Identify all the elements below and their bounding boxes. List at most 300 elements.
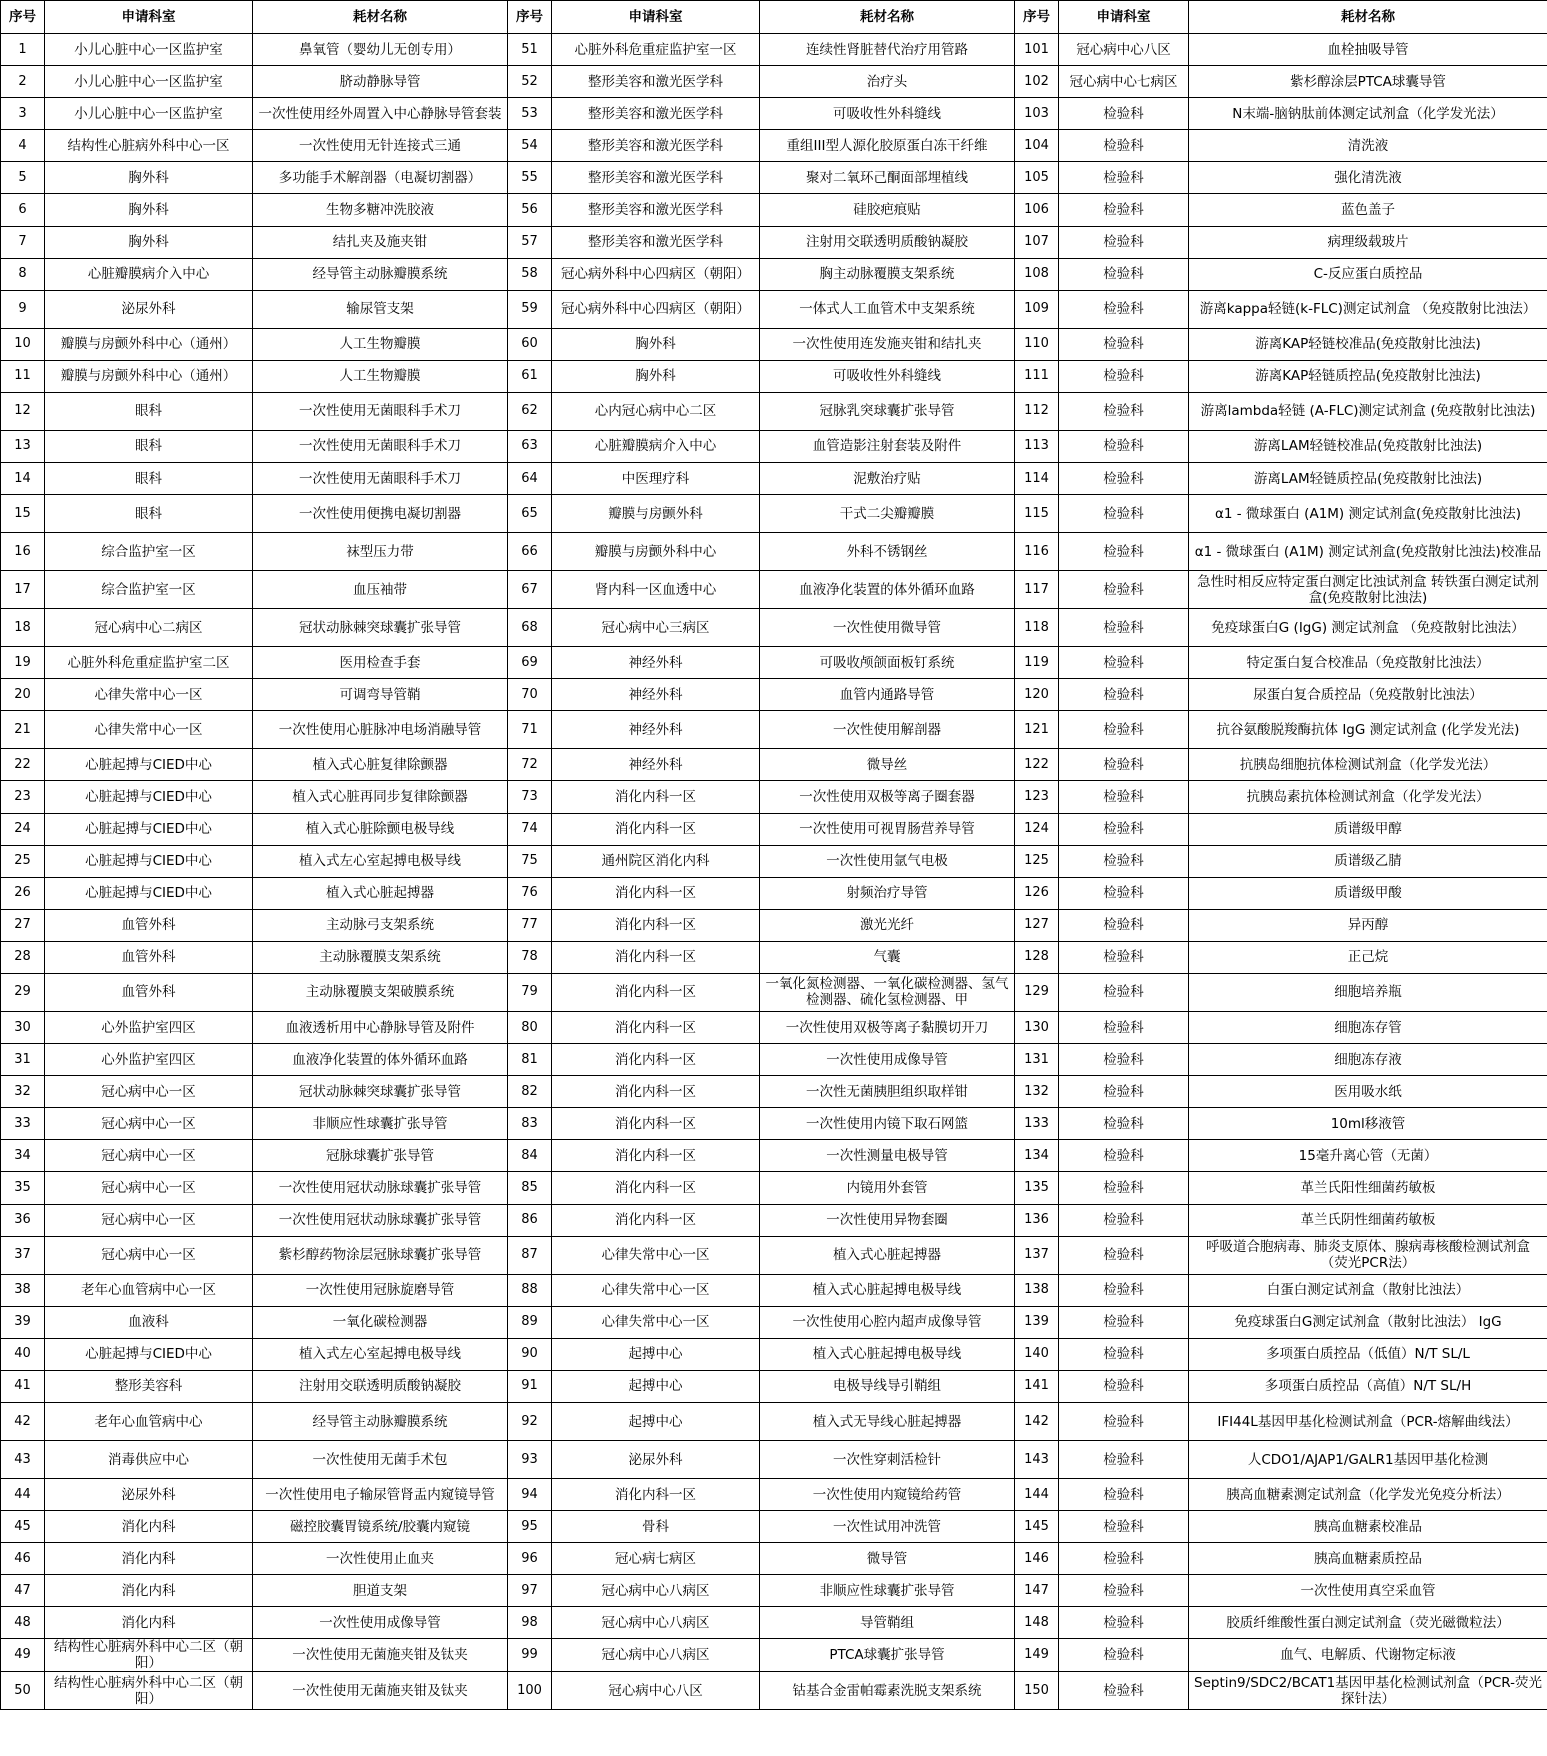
cell-item: 植入式无导线心脏起搏器 <box>760 1403 1015 1441</box>
cell-department: 整形美容和激光医学科 <box>552 98 760 130</box>
table-row <box>1 1543 1547 1575</box>
cell-item: 微导丝 <box>760 749 1015 781</box>
cell-seq: 29 <box>1 973 45 1011</box>
table-row <box>1 647 1547 679</box>
cell-item: 植入式左心室起搏电极导线 <box>253 845 508 877</box>
cell-seq: 135 <box>1015 1172 1059 1204</box>
cell-department: 检验科 <box>1059 1236 1189 1274</box>
cell-item: 射频治疗导管 <box>760 877 1015 909</box>
cell-item: 经导管主动脉瓣膜系统 <box>253 258 508 290</box>
cell-item: 一次性使用成像导管 <box>760 1044 1015 1076</box>
cell-seq: 110 <box>1015 328 1059 360</box>
cell-item: 一次性使用经外周置入中心静脉导管套装 <box>253 98 508 130</box>
cell-seq: 72 <box>508 749 552 781</box>
table-row <box>1 1511 1547 1543</box>
cell-seq: 13 <box>1 430 45 462</box>
cell-seq: 143 <box>1015 1441 1059 1479</box>
cell-seq: 11 <box>1 360 45 392</box>
cell-seq: 85 <box>508 1172 552 1204</box>
cell-department: 消化内科一区 <box>552 973 760 1011</box>
cell-department: 冠心病中心二病区 <box>45 609 253 647</box>
cell-department: 整形美容科 <box>45 1370 253 1402</box>
cell-item: 游离KAP轻链质控品(免疫散射比浊法) <box>1189 360 1547 392</box>
cell-department: 消化内科 <box>45 1543 253 1575</box>
cell-seq: 117 <box>1015 571 1059 609</box>
table-row <box>1 679 1547 711</box>
cell-seq: 79 <box>508 973 552 1011</box>
cell-item: 质谱级甲酸 <box>1189 877 1547 909</box>
cell-seq: 56 <box>508 194 552 226</box>
cell-department: 神经外科 <box>552 679 760 711</box>
cell-department: 整形美容和激光医学科 <box>552 162 760 194</box>
cell-item: 医用吸水纸 <box>1189 1076 1547 1108</box>
cell-seq: 44 <box>1 1479 45 1511</box>
cell-department: 心脏起搏与CIED中心 <box>45 1338 253 1370</box>
cell-department: 中医理疗科 <box>552 463 760 495</box>
cell-seq: 71 <box>508 711 552 749</box>
cell-seq: 57 <box>508 226 552 258</box>
cell-item: 胰高血糖素质控品 <box>1189 1543 1547 1575</box>
cell-department: 冠心病中心八病区 <box>552 1607 760 1639</box>
table-row <box>1 533 1547 571</box>
cell-item: 冠状动脉棘突球囊扩张导管 <box>253 1076 508 1108</box>
cell-department: 综合监护室一区 <box>45 533 253 571</box>
cell-department: 消化内科一区 <box>552 1011 760 1043</box>
table-row <box>1 711 1547 749</box>
cell-department: 心脏起搏与CIED中心 <box>45 813 253 845</box>
cell-item: 胆道支架 <box>253 1575 508 1607</box>
cell-item: 细胞冻存管 <box>1189 1011 1547 1043</box>
cell-department: 心脏起搏与CIED中心 <box>45 781 253 813</box>
cell-item: 细胞冻存液 <box>1189 1044 1547 1076</box>
cell-department: 结构性心脏病外科中心二区（朝阳） <box>45 1672 253 1710</box>
cell-department: 消化内科一区 <box>552 877 760 909</box>
table-row <box>1 463 1547 495</box>
cell-department: 综合监护室一区 <box>45 571 253 609</box>
cell-seq: 65 <box>508 495 552 533</box>
cell-department: 胸外科 <box>45 194 253 226</box>
cell-item: 免疫球蛋白G (IgG) 测定试剂盒 （免疫散射比浊法） <box>1189 609 1547 647</box>
header-department-1: 申请科室 <box>45 1 253 34</box>
cell-department: 检验科 <box>1059 1543 1189 1575</box>
table-row <box>1 392 1547 430</box>
cell-item: 主动脉覆膜支架破膜系统 <box>253 973 508 1011</box>
cell-item: 可吸收性外科缝线 <box>760 360 1015 392</box>
cell-department: 检验科 <box>1059 1274 1189 1306</box>
cell-item: 干式二尖瓣瓣膜 <box>760 495 1015 533</box>
cell-item: 生物多糖冲洗胶液 <box>253 194 508 226</box>
cell-department: 检验科 <box>1059 1108 1189 1140</box>
cell-item: 一次性使用无菌施夹钳及钛夹 <box>253 1639 508 1672</box>
table-row <box>1 430 1547 462</box>
cell-item: 一次性使用内镜下取石网篮 <box>760 1108 1015 1140</box>
cell-department: 检验科 <box>1059 328 1189 360</box>
header-item-3: 耗材名称 <box>1189 1 1547 34</box>
cell-department: 结构性心脏病外科中心二区（朝阳） <box>45 1639 253 1672</box>
cell-item: 一次性使用内窥镜给药管 <box>760 1479 1015 1511</box>
cell-seq: 31 <box>1 1044 45 1076</box>
cell-department: 冠心病中心八区 <box>552 1672 760 1710</box>
cell-item: 革兰氏阴性细菌药敏板 <box>1189 1204 1547 1236</box>
cell-item: 植入式心脏再同步复律除颤器 <box>253 781 508 813</box>
cell-department: 检验科 <box>1059 430 1189 462</box>
cell-seq: 46 <box>1 1543 45 1575</box>
cell-item: 病理级载玻片 <box>1189 226 1547 258</box>
table-row <box>1 1204 1547 1236</box>
cell-seq: 34 <box>1 1140 45 1172</box>
cell-item: 细胞培养瓶 <box>1189 973 1547 1011</box>
cell-department: 消化内科 <box>45 1607 253 1639</box>
cell-department: 肾内科一区血透中心 <box>552 571 760 609</box>
cell-seq: 96 <box>508 1543 552 1575</box>
cell-item: 袜型压力带 <box>253 533 508 571</box>
cell-seq: 132 <box>1015 1076 1059 1108</box>
cell-department: 冠心病中心一区 <box>45 1236 253 1274</box>
cell-item: 蓝色盖子 <box>1189 194 1547 226</box>
cell-seq: 43 <box>1 1441 45 1479</box>
cell-item: 一次性使用冠状动脉球囊扩张导管 <box>253 1172 508 1204</box>
cell-seq: 6 <box>1 194 45 226</box>
cell-department: 检验科 <box>1059 679 1189 711</box>
cell-seq: 26 <box>1 877 45 909</box>
cell-seq: 105 <box>1015 162 1059 194</box>
cell-seq: 52 <box>508 66 552 98</box>
table-row <box>1 258 1547 290</box>
cell-item: 异丙醇 <box>1189 909 1547 941</box>
table-row <box>1 290 1547 328</box>
cell-department: 通州院区消化内科 <box>552 845 760 877</box>
cell-department: 检验科 <box>1059 1140 1189 1172</box>
cell-seq: 84 <box>508 1140 552 1172</box>
cell-seq: 115 <box>1015 495 1059 533</box>
cell-department: 检验科 <box>1059 533 1189 571</box>
cell-seq: 64 <box>508 463 552 495</box>
cell-department: 检验科 <box>1059 1370 1189 1402</box>
cell-seq: 28 <box>1 941 45 973</box>
cell-department: 心律失常中心一区 <box>552 1274 760 1306</box>
cell-seq: 88 <box>508 1274 552 1306</box>
cell-item: 一体式人工血管术中支架系统 <box>760 290 1015 328</box>
table-row <box>1 1044 1547 1076</box>
cell-item: 一次性使用无菌施夹钳及钛夹 <box>253 1672 508 1710</box>
header-seq-3: 序号 <box>1015 1 1059 34</box>
cell-item: 输尿管支架 <box>253 290 508 328</box>
cell-seq: 8 <box>1 258 45 290</box>
cell-seq: 5 <box>1 162 45 194</box>
cell-seq: 92 <box>508 1403 552 1441</box>
cell-department: 血液科 <box>45 1306 253 1338</box>
cell-department: 心脏外科危重症监护室二区 <box>45 647 253 679</box>
table-row <box>1 909 1547 941</box>
cell-seq: 63 <box>508 430 552 462</box>
cell-department: 结构性心脏病外科中心一区 <box>45 130 253 162</box>
cell-department: 冠心病中心一区 <box>45 1076 253 1108</box>
table-row <box>1 609 1547 647</box>
cell-item: 医用检查手套 <box>253 647 508 679</box>
cell-seq: 94 <box>508 1479 552 1511</box>
cell-item: 注射用交联透明质酸钠凝胶 <box>760 226 1015 258</box>
cell-seq: 61 <box>508 360 552 392</box>
cell-seq: 136 <box>1015 1204 1059 1236</box>
cell-seq: 19 <box>1 647 45 679</box>
cell-seq: 108 <box>1015 258 1059 290</box>
cell-seq: 23 <box>1 781 45 813</box>
cell-item: 植入式心脏起搏器 <box>760 1236 1015 1274</box>
cell-seq: 97 <box>508 1575 552 1607</box>
cell-department: 消化内科一区 <box>552 1172 760 1204</box>
cell-department: 瓣膜与房颤外科 <box>552 495 760 533</box>
cell-seq: 18 <box>1 609 45 647</box>
cell-item: 呼吸道合胞病毒、肺炎支原体、腺病毒核酸检测试剂盒 （荧光PCR法） <box>1189 1236 1547 1274</box>
cell-seq: 106 <box>1015 194 1059 226</box>
header-department-3: 申请科室 <box>1059 1 1189 34</box>
cell-department: 检验科 <box>1059 130 1189 162</box>
cell-seq: 10 <box>1 328 45 360</box>
table-row <box>1 34 1547 66</box>
table-row <box>1 749 1547 781</box>
cell-department: 检验科 <box>1059 1639 1189 1672</box>
cell-item: 磁控胶囊胃镜系统/胶囊内窥镜 <box>253 1511 508 1543</box>
cell-seq: 95 <box>508 1511 552 1543</box>
table-row <box>1 1607 1547 1639</box>
cell-item: IFI44L基因甲基化检测试剂盒（PCR-熔解曲线法） <box>1189 1403 1547 1441</box>
cell-item: 导管鞘组 <box>760 1607 1015 1639</box>
cell-department: 神经外科 <box>552 711 760 749</box>
cell-department: 冠心病中心八病区 <box>552 1639 760 1672</box>
cell-department: 泌尿外科 <box>552 1441 760 1479</box>
cell-item: 电极导线导引鞘组 <box>760 1370 1015 1402</box>
cell-seq: 100 <box>508 1672 552 1710</box>
cell-item: Septin9/SDC2/BCAT1基因甲基化检测试剂盒（PCR-荧光探针法） <box>1189 1672 1547 1710</box>
cell-seq: 99 <box>508 1639 552 1672</box>
cell-department: 冠心病中心一区 <box>45 1204 253 1236</box>
cell-item: α1 - 微球蛋白 (A1M) 测定试剂盒(免疫散射比浊法)校准品 <box>1189 533 1547 571</box>
cell-item: 一次性使用成像导管 <box>253 1607 508 1639</box>
cell-seq: 141 <box>1015 1370 1059 1402</box>
cell-department: 胸外科 <box>45 162 253 194</box>
table-row <box>1 162 1547 194</box>
cell-item: 游离LAM轻链质控品(免疫散射比浊法) <box>1189 463 1547 495</box>
cell-seq: 55 <box>508 162 552 194</box>
cell-item: 游离LAM轻链校准品(免疫散射比浊法) <box>1189 430 1547 462</box>
cell-seq: 17 <box>1 571 45 609</box>
cell-department: 消化内科一区 <box>552 781 760 813</box>
cell-item: 内镜用外套管 <box>760 1172 1015 1204</box>
cell-item: 一次性测量电极导管 <box>760 1140 1015 1172</box>
cell-item: 尿蛋白复合质控品（免疫散射比浊法） <box>1189 679 1547 711</box>
cell-department: 小儿心脏中心一区监护室 <box>45 66 253 98</box>
cell-department: 检验科 <box>1059 360 1189 392</box>
cell-seq: 124 <box>1015 813 1059 845</box>
cell-department: 心外监护室四区 <box>45 1011 253 1043</box>
cell-item: 聚对二氧环己酮面部埋植线 <box>760 162 1015 194</box>
table-row <box>1 1672 1547 1710</box>
cell-seq: 20 <box>1 679 45 711</box>
cell-department: 检验科 <box>1059 495 1189 533</box>
cell-department: 检验科 <box>1059 1607 1189 1639</box>
cell-department: 整形美容和激光医学科 <box>552 194 760 226</box>
cell-seq: 12 <box>1 392 45 430</box>
cell-seq: 62 <box>508 392 552 430</box>
cell-department: 老年心血管病中心一区 <box>45 1274 253 1306</box>
cell-item: 主动脉覆膜支架系统 <box>253 941 508 973</box>
header-item-1: 耗材名称 <box>253 1 508 34</box>
cell-item: 人工生物瓣膜 <box>253 360 508 392</box>
cell-department: 冠心病外科中心四病区（朝阳） <box>552 290 760 328</box>
table-row <box>1 66 1547 98</box>
cell-department: 冠心病中心八区 <box>1059 34 1189 66</box>
cell-item: 植入式心脏起搏电极导线 <box>760 1274 1015 1306</box>
cell-department: 检验科 <box>1059 1044 1189 1076</box>
cell-item: 一次性使用冠脉旋磨导管 <box>253 1274 508 1306</box>
cell-department: 整形美容和激光医学科 <box>552 226 760 258</box>
cell-seq: 131 <box>1015 1044 1059 1076</box>
cell-item: 可调弯导管鞘 <box>253 679 508 711</box>
cell-seq: 139 <box>1015 1306 1059 1338</box>
cell-item: 冠脉乳突球囊扩张导管 <box>760 392 1015 430</box>
table-row <box>1 1108 1547 1140</box>
cell-item: 外科不锈钢丝 <box>760 533 1015 571</box>
cell-department: 泌尿外科 <box>45 290 253 328</box>
cell-seq: 4 <box>1 130 45 162</box>
cell-department: 消化内科一区 <box>552 1108 760 1140</box>
cell-item: 血气、电解质、代谢物定标液 <box>1189 1639 1547 1672</box>
cell-item: 可吸收性外科缝线 <box>760 98 1015 130</box>
cell-department: 心律失常中心一区 <box>45 679 253 711</box>
header-seq-2: 序号 <box>508 1 552 34</box>
cell-item: 一次性使用氩气电极 <box>760 845 1015 877</box>
cell-seq: 126 <box>1015 877 1059 909</box>
cell-seq: 33 <box>1 1108 45 1140</box>
cell-item: C-反应蛋白质控品 <box>1189 258 1547 290</box>
cell-department: 检验科 <box>1059 258 1189 290</box>
cell-seq: 130 <box>1015 1011 1059 1043</box>
cell-item: 注射用交联透明质酸钠凝胶 <box>253 1370 508 1402</box>
cell-item: 一氧化氮检测器、一氧化碳检测器、氢气检测器、硫化氢检测器、甲 <box>760 973 1015 1011</box>
cell-department: 检验科 <box>1059 1479 1189 1511</box>
cell-department: 起搏中心 <box>552 1403 760 1441</box>
table-row <box>1 98 1547 130</box>
cell-item: 一次性使用双极等离子黏膜切开刀 <box>760 1011 1015 1043</box>
cell-seq: 148 <box>1015 1607 1059 1639</box>
cell-item: 一次性使用微导管 <box>760 609 1015 647</box>
cell-item: 抗胰岛细胞抗体检测试剂盒（化学发光法） <box>1189 749 1547 781</box>
cell-seq: 129 <box>1015 973 1059 1011</box>
cell-department: 消化内科一区 <box>552 813 760 845</box>
cell-department: 检验科 <box>1059 941 1189 973</box>
cell-department: 消化内科一区 <box>552 909 760 941</box>
table-row <box>1 130 1547 162</box>
cell-item: 人工生物瓣膜 <box>253 328 508 360</box>
cell-item: 免疫球蛋白G测定试剂盒（散射比浊法） IgG <box>1189 1306 1547 1338</box>
cell-department: 消化内科一区 <box>552 1479 760 1511</box>
cell-department: 血管外科 <box>45 973 253 1011</box>
cell-item: 一次性使用心腔内超声成像导管 <box>760 1306 1015 1338</box>
cell-seq: 119 <box>1015 647 1059 679</box>
cell-seq: 80 <box>508 1011 552 1043</box>
cell-seq: 75 <box>508 845 552 877</box>
cell-department: 消化内科 <box>45 1575 253 1607</box>
cell-item: 血液净化装置的体外循环血路 <box>253 1044 508 1076</box>
cell-seq: 42 <box>1 1403 45 1441</box>
cell-department: 冠心病中心一区 <box>45 1140 253 1172</box>
cell-department: 胸外科 <box>552 360 760 392</box>
cell-department: 冠心病中心三病区 <box>552 609 760 647</box>
table-row <box>1 1575 1547 1607</box>
cell-seq: 109 <box>1015 290 1059 328</box>
table-row <box>1 1306 1547 1338</box>
cell-seq: 107 <box>1015 226 1059 258</box>
cell-seq: 121 <box>1015 711 1059 749</box>
cell-seq: 122 <box>1015 749 1059 781</box>
cell-seq: 112 <box>1015 392 1059 430</box>
table-row <box>1 1172 1547 1204</box>
cell-item: 硅胶疤痕贴 <box>760 194 1015 226</box>
cell-department: 检验科 <box>1059 392 1189 430</box>
cell-department: 骨科 <box>552 1511 760 1543</box>
cell-seq: 133 <box>1015 1108 1059 1140</box>
cell-item: 冠状动脉棘突球囊扩张导管 <box>253 609 508 647</box>
cell-department: 冠心病外科中心四病区（朝阳） <box>552 258 760 290</box>
cell-seq: 7 <box>1 226 45 258</box>
cell-item: 急性时相反应特定蛋白测定比浊试剂盒 转铁蛋白测定试剂盒(免疫散射比浊法) <box>1189 571 1547 609</box>
cell-item: 经导管主动脉瓣膜系统 <box>253 1403 508 1441</box>
cell-department: 起搏中心 <box>552 1338 760 1370</box>
cell-seq: 138 <box>1015 1274 1059 1306</box>
table-row <box>1 973 1547 1011</box>
cell-item: 抗胰岛素抗体检测试剂盒（化学发光法） <box>1189 781 1547 813</box>
cell-seq: 87 <box>508 1236 552 1274</box>
cell-department: 检验科 <box>1059 226 1189 258</box>
cell-department: 起搏中心 <box>552 1370 760 1402</box>
cell-seq: 49 <box>1 1639 45 1672</box>
cell-item: 胶质纤维酸性蛋白测定试剂盒（荧光磁微粒法） <box>1189 1607 1547 1639</box>
cell-department: 检验科 <box>1059 781 1189 813</box>
table-row <box>1 360 1547 392</box>
cell-item: 一次性使用真空采血管 <box>1189 1575 1547 1607</box>
cell-department: 消化内科 <box>45 1511 253 1543</box>
cell-department: 瓣膜与房颤外科中心（通州） <box>45 328 253 360</box>
cell-item: 一次性试用冲洗管 <box>760 1511 1015 1543</box>
cell-department: 检验科 <box>1059 1306 1189 1338</box>
cell-item: 血压袖带 <box>253 571 508 609</box>
cell-item: 紫杉醇药物涂层冠脉球囊扩张导管 <box>253 1236 508 1274</box>
table-row <box>1 845 1547 877</box>
cell-department: 检验科 <box>1059 571 1189 609</box>
cell-department: 检验科 <box>1059 1511 1189 1543</box>
cell-item: 脐动静脉导管 <box>253 66 508 98</box>
cell-item: 多功能手术解剖器（电凝切割器） <box>253 162 508 194</box>
cell-department: 检验科 <box>1059 1172 1189 1204</box>
cell-department: 检验科 <box>1059 973 1189 1011</box>
cell-seq: 73 <box>508 781 552 813</box>
cell-item: 治疗头 <box>760 66 1015 98</box>
cell-seq: 98 <box>508 1607 552 1639</box>
cell-department: 消化内科一区 <box>552 1044 760 1076</box>
cell-department: 检验科 <box>1059 909 1189 941</box>
cell-department: 冠心病中心一区 <box>45 1108 253 1140</box>
cell-department: 血管外科 <box>45 909 253 941</box>
cell-seq: 16 <box>1 533 45 571</box>
cell-department: 检验科 <box>1059 1338 1189 1370</box>
cell-department: 心律失常中心一区 <box>45 711 253 749</box>
cell-seq: 68 <box>508 609 552 647</box>
cell-seq: 111 <box>1015 360 1059 392</box>
cell-department: 心脏起搏与CIED中心 <box>45 845 253 877</box>
cell-item: 一次性使用电子输尿管肾盂内窥镜导管 <box>253 1479 508 1511</box>
cell-seq: 78 <box>508 941 552 973</box>
cell-item: 一次性使用无针连接式三通 <box>253 130 508 162</box>
